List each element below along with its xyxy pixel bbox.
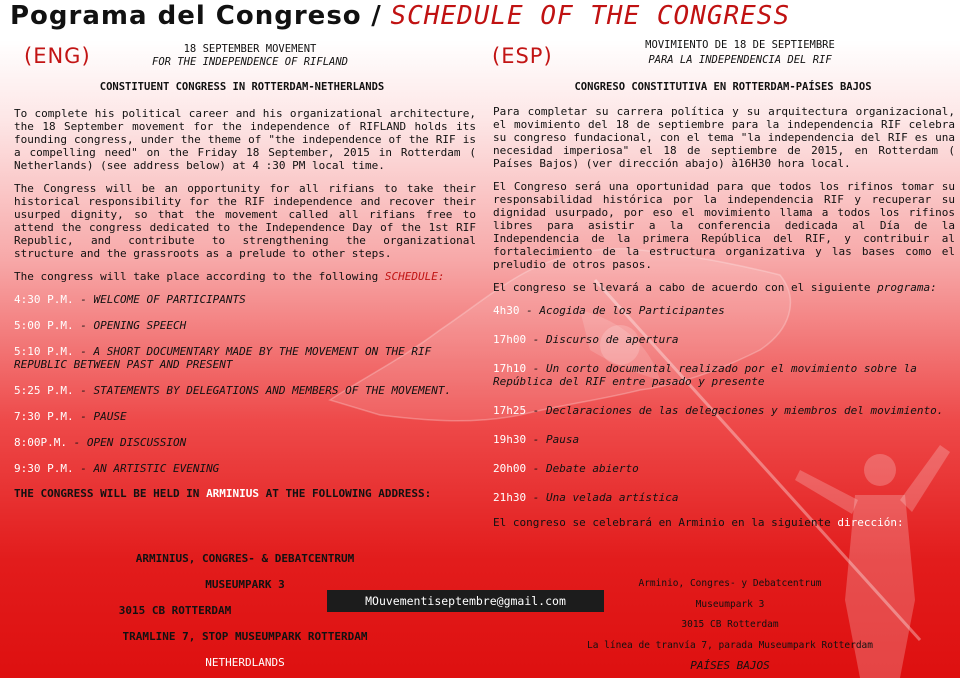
eng-address-intro-b: AT THE FOLLOWING ADDRESS: <box>265 487 432 500</box>
esp-schedule-word: programa: <box>877 281 937 294</box>
schedule-item <box>14 436 476 449</box>
poster-title <box>10 1 954 37</box>
esp-address-intro <box>493 516 955 529</box>
eng-header-line1: 18 SEPTEMBER MOVEMENT <box>183 43 317 55</box>
schedule-time: 17h25 <box>493 404 527 417</box>
schedule-time: 17h00 <box>493 333 527 346</box>
esp-language-tag: (ESP) <box>492 44 553 68</box>
schedule-time: 9:30 P.M. <box>14 462 74 475</box>
esp-schedule-intro <box>493 281 955 294</box>
schedule-time: 5:10 P.M. <box>14 345 74 358</box>
schedule-time: 4:30 P.M. <box>14 293 74 306</box>
esp-column <box>493 105 955 539</box>
schedule-description: - AN ARTISTIC EVENING <box>80 462 220 475</box>
title-english: SCHEDULE OF THE CONGRESS <box>390 1 791 31</box>
schedule-description: - Debate abierto <box>532 462 639 475</box>
schedule-description: - Un corto documental realizado por el movimiento sobre la República del RIF entre pasado y presente <box>493 362 917 388</box>
esp-schedule-list <box>493 304 955 504</box>
schedule-item <box>493 491 955 504</box>
address-line: La línea de tranvía 7, parada Museumpark Rotterdam <box>587 639 873 651</box>
schedule-time: 20h00 <box>493 462 527 475</box>
schedule-item <box>493 404 955 417</box>
schedule-item <box>14 462 476 475</box>
schedule-time: 19h30 <box>493 433 527 446</box>
schedule-item <box>493 362 955 388</box>
schedule-description: - PAUSE <box>80 410 127 423</box>
eng-language-tag: (ENG) <box>24 44 91 68</box>
eng-header <box>110 43 390 69</box>
esp-header-line2: PARA LA INDEPENDENCIA DEL RIF <box>648 54 832 66</box>
schedule-item <box>14 410 476 423</box>
address-line: NETHERDLANDS <box>205 656 285 669</box>
eng-column <box>14 107 476 510</box>
title-separator: / <box>371 1 381 31</box>
schedule-description: - Acogida de los Participantes <box>526 304 725 317</box>
esp-congress-paragraph: El Congreso será una oportunidad para que todos los rifinos tomar su responsabilidad histórica por la independencia RIF y recuperar su dignidad usurpado, por eso el movimiento llama a todos los rifinos libres para asistir a la conferencia dedicada al Día de la Independencia de la primera República del RIF, y contribuir al fortalecimiento de la estructura organizativa y las bases como el preludio de otros pasos. <box>493 180 955 271</box>
address-line: Museumpark 3 <box>695 598 765 610</box>
schedule-time: 21h30 <box>493 491 527 504</box>
schedule-time: 4h30 <box>493 304 520 317</box>
schedule-time: 8:00P.M. <box>14 436 67 449</box>
eng-address-place: ARMINIUS <box>206 487 260 500</box>
esp-subheader: CONGRESO CONSTITUTIVA EN ROTTERDAM-PAÍSES BAJOS <box>574 81 872 93</box>
schedule-description: - A SHORT DOCUMENTARY MADE BY THE MOVEMENT ON THE RIF REPUBLIC BETWEEN PAST AND PRESENT <box>14 345 432 371</box>
esp-header-line1: MOVIMIENTO DE 18 DE SEPTIEMBRE <box>645 39 835 51</box>
esp-address-block <box>570 574 890 677</box>
eng-schedule-intro-text: The congress will take place according to the following <box>14 270 379 283</box>
schedule-description: - Declaraciones de las delegaciones y miembros del movimiento. <box>532 404 944 417</box>
eng-intro-paragraph: To complete his political career and his organizational architecture, the 18 September movement for the independence of RIFLAND holds its founding congress, under the theme of "the independence of the RIF is a compelling need" on the Friday 18 September, 2015 in Rotterdam ( Netherlands) (see address below) at 4 :30 PM local time. <box>14 107 476 172</box>
schedule-time: 5:25 P.M. <box>14 384 74 397</box>
schedule-item <box>14 345 476 371</box>
esp-schedule-intro-text: El congreso se llevará a cabo de acuerdo con el siguiente <box>493 281 871 294</box>
eng-header-line2: FOR THE INDEPENDENCE OF RIFLAND <box>152 56 348 68</box>
eng-schedule-intro <box>14 270 476 283</box>
eng-schedule-list <box>14 293 476 475</box>
address-line: 3015 CB ROTTERDAM <box>118 604 232 617</box>
schedule-time: 5:00 P.M. <box>14 319 74 332</box>
schedule-description: - WELCOME OF PARTICIPANTS <box>80 293 246 306</box>
schedule-description: - STATEMENTS BY DELEGATIONS AND MEMBERS OF THE MOVEMENT. <box>80 384 452 397</box>
eng-address-intro-a: THE CONGRESS WILL BE HELD IN <box>14 487 200 500</box>
schedule-description: - Discurso de apertura <box>532 333 679 346</box>
schedule-description: - Pausa <box>532 433 580 446</box>
schedule-time: 7:30 P.M. <box>14 410 74 423</box>
eng-congress-paragraph: The Congress will be an opportunity for all rifians to take their historical responsibility for the RIF independence and recover their usurped dignity, so that the movement called all rifians free to attend the congress dedicated to the Independence Day of the 1st RIF Republic, and contribute to strengthening the organizational structure and the grassroots as a prelude to other steps. <box>14 182 476 260</box>
eng-subheader: CONSTITUENT CONGRESS IN ROTTERDAM-NETHERLANDS <box>99 81 385 93</box>
schedule-description: - Una velada artística <box>532 491 679 504</box>
schedule-item <box>493 333 955 346</box>
esp-intro-paragraph: Para completar su carrera política y su arquitectura organizacional, el movimiento del 18 de septiembre para la independencia RIF celebra su congreso fundacional, con el tema "la independencia del RIF es una necesidad imperiosa" el 18 de septiembre de 2015, en Rotterdam ( Países Bajos) (ver dirección abajo) à16H30 hora local. <box>493 105 955 170</box>
schedule-item <box>14 319 476 332</box>
title-spanish: Pograma del Congreso <box>10 1 362 31</box>
schedule-description: - OPEN DISCUSSION <box>73 436 187 449</box>
schedule-item <box>493 433 955 446</box>
esp-header <box>590 38 890 68</box>
schedule-time: 17h10 <box>493 362 527 375</box>
eng-address-intro <box>14 487 476 500</box>
email-contact[interactable]: MOuvementiseptembre@gmail.com <box>327 590 604 612</box>
address-line: TRAMLINE 7, STOP MUSEUMPARK ROTTERDAM <box>122 630 368 643</box>
address-line: MUSEUMPARK 3 <box>205 578 285 591</box>
schedule-description: - OPENING SPEECH <box>80 319 187 332</box>
address-line: ARMINIUS, CONGRES- & DEBATCENTRUM <box>135 552 355 565</box>
schedule-item <box>14 384 476 397</box>
schedule-item <box>493 462 955 475</box>
schedule-item <box>14 293 476 306</box>
address-line: Arminio, Congres- y Debatcentrum <box>638 578 822 589</box>
eng-schedule-word: SCHEDULE: <box>384 270 445 283</box>
address-line: PAÍSES BAJOS <box>690 659 770 672</box>
esp-address-intro-a: El congreso se celebrará en Arminio en la siguiente <box>493 516 831 529</box>
esp-address-place: dirección: <box>837 516 904 529</box>
schedule-item <box>493 304 955 317</box>
address-line: 3015 CB Rotterdam <box>681 619 779 630</box>
